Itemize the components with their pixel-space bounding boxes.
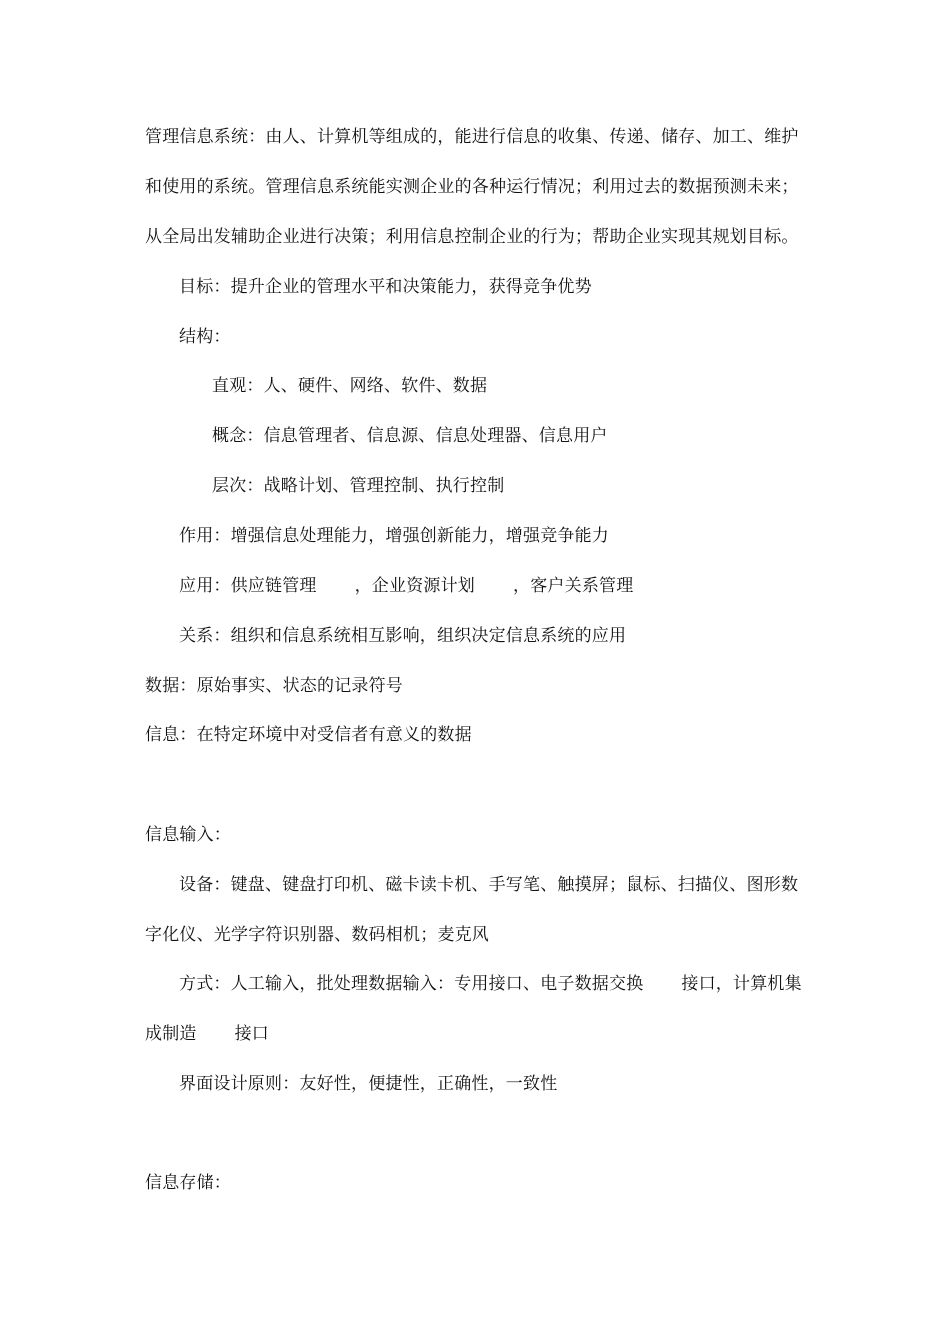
mis-application-crm: ，客户关系管理 <box>513 576 634 596</box>
input-heading: 信息输入： <box>145 825 231 845</box>
mis-structure-level: 层次：战略计划、管理控制、执行控制 <box>212 476 505 496</box>
mis-structure-label: 结构： <box>179 327 231 347</box>
storage-heading: 信息存储： <box>145 1173 231 1193</box>
input-methods-line-1 <box>179 972 802 996</box>
mis-relation: 关系：组织和信息系统相互影响，组织决定信息系统的应用 <box>179 626 627 646</box>
mis-structure-intuitive: 直观：人、硬件、网络、软件、数据 <box>212 376 488 396</box>
input-ui-principles: 界面设计原则：友好性，便捷性，正确性，一致性 <box>179 1074 558 1094</box>
mis-application <box>179 574 633 598</box>
data-definition: 数据：原始事实、状态的记录符号 <box>145 676 403 696</box>
mis-structure-concept: 概念：信息管理者、信息源、信息处理器、信息用户 <box>212 426 608 446</box>
information-definition: 信息：在特定环境中对受信者有意义的数据 <box>145 725 472 745</box>
input-methods-part-1: 方式：人工输入，批处理数据输入：专用接口、电子数据交换 <box>179 974 644 994</box>
input-methods-line-2 <box>145 1022 269 1046</box>
mis-goal: 目标：提升企业的管理水平和决策能力，获得竞争优势 <box>179 277 592 297</box>
input-devices-line-2: 字化仪、光学字符识别器、数码相机；麦克风 <box>145 925 489 945</box>
input-methods-part-4: 接口 <box>234 1024 270 1044</box>
mis-definition-line-2: 和使用的系统。管理信息系统能实测企业的各种运行情况；利用过去的数据预测未来； <box>145 177 799 197</box>
mis-definition-line-3: 从全局出发辅助企业进行决策；利用信息控制企业的行为；帮助企业实现其规划目标。 <box>145 227 799 247</box>
input-methods-part-2: 接口，计算机集 <box>681 974 802 994</box>
mis-application-scm: 应用：供应链管理 <box>179 576 317 596</box>
mis-application-erp: ，企业资源计划 <box>354 576 476 596</box>
mis-definition-line-1: 管理信息系统：由人、计算机等组成的，能进行信息的收集、传递、储存、加工、维护 <box>145 127 799 147</box>
mis-function: 作用：增强信息处理能力，增强创新能力，增强竞争能力 <box>179 526 609 546</box>
input-methods-part-3: 成制造 <box>145 1024 197 1044</box>
input-devices-line-1: 设备：键盘、键盘打印机、磁卡读卡机、手写笔、触摸屏；鼠标、扫描仪、图形数 <box>179 875 799 895</box>
